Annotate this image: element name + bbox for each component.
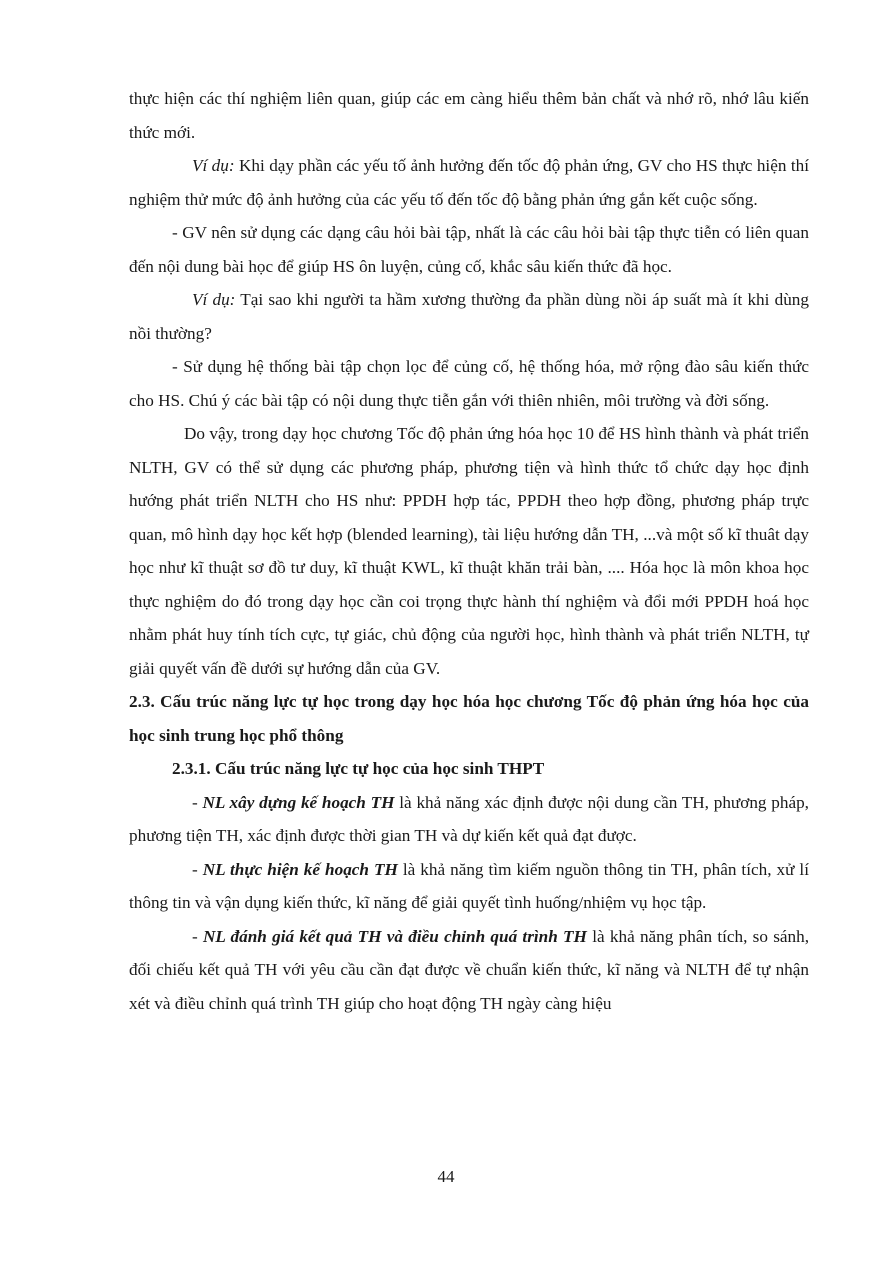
- paragraph-example-1: [129, 149, 809, 216]
- paragraph-nl-evaluate: [129, 920, 809, 1021]
- bullet-dash: -: [192, 792, 203, 812]
- example-text: Tại sao khi người ta hầm xương thường đa phần dùng nồi áp suất mà ít khi dùng nồi thường?: [129, 290, 809, 343]
- paragraph-conclusion: Do vậy, trong dạy học chương Tốc độ phản ứng hóa học 10 để HS hình thành và phát triển NLTH, GV có thể sử dụng các phương pháp, phương tiện và hình thức tổ chức dạy học định hướng phát triển NLTH cho HS như: PPDH hợp tác, PPDH theo hợp đồng, phương pháp trực quan, mô hình dạy học kết hợp (blended learning), tài liệu hướng dẫn TH, ...và một số kĩ thuât dạy học như kĩ thuật sơ đồ tư duy, kĩ thuật KWL, kĩ thuật khăn trải bàn, .... Hóa học là môn khoa học thực nghiệm do đó trong dạy học cần coi trọng thực hành thí nghiệm và đổi mới PPDH hoá học nhằm phát huy tính tích cực, tự giác, chủ động của người học, hình thành và phát triển NLTH, tự giải quyết vấn đề dưới sự hướng dẫn của GV.: [129, 424, 809, 678]
- bullet-dash: -: [192, 926, 203, 946]
- term-nl-execute: NL thực hiện kế hoạch TH: [202, 859, 398, 879]
- definition-text: là khả năng tìm kiếm nguồn thông tin TH, phân tích, xử lí thông tin và vận dụng kiến thức, kĩ năng để giải quyết tình huống/nhiệm vụ học tập.: [129, 859, 809, 912]
- paragraph-example-2: [129, 283, 809, 350]
- paragraph-1: thực hiện các thí nghiệm liên quan, giúp các em càng hiểu thêm bản chất và nhớ rõ, nhớ lâu kiến thức mới.: [129, 89, 809, 142]
- example-label: Ví dụ:: [192, 290, 236, 309]
- example-label: Ví dụ:: [192, 156, 235, 175]
- term-nl-evaluate: NL đánh giá kết quả TH và điều chỉnh quá trình TH: [203, 926, 587, 946]
- section-heading-2-3: 2.3. Cấu trúc năng lực tự học trong dạy học hóa học chương Tốc độ phản ứng hóa học của học sinh trung học phổ thông: [129, 692, 809, 745]
- definition-text: là khả năng xác định được nội dung cần TH, phương pháp, phương tiện TH, xác định được thời gian TH và dự kiến kết quả đạt được.: [129, 792, 809, 845]
- paragraph-nl-execute: [129, 853, 809, 920]
- term-nl-plan: NL xây dựng kế hoạch TH: [202, 792, 395, 812]
- page-number: 44: [437, 1167, 455, 1186]
- paragraph-nl-plan: [129, 786, 809, 853]
- definition-text: là khả năng phân tích, so sánh, đối chiếu kết quả TH với yêu cầu cần đạt được về chuẩn kiến thức, kĩ năng và NLTH để tự nhận xét và điều chỉnh quá trình TH giúp cho hoạt động TH ngày càng hiệu: [129, 926, 810, 1013]
- document-page: [129, 82, 809, 1020]
- paragraph-bullet-questions: - GV nên sử dụng các dạng câu hỏi bài tập, nhất là các câu hỏi bài tập thực tiễn có liên quan đến nội dung bài học để giúp HS ôn luyện, củng cố, khắc sâu kiến thức đã học.: [129, 223, 809, 276]
- bullet-dash: -: [192, 859, 203, 879]
- paragraph-bullet-exercises: - Sử dụng hệ thống bài tập chọn lọc để củng cố, hệ thống hóa, mở rộng đào sâu kiến thức cho HS. Chú ý các bài tập có nội dung thực tiễn gắn với thiên nhiên, môi trường và đời sống.: [129, 357, 809, 410]
- section-heading-2-3-1: 2.3.1. Cấu trúc năng lực tự học của học sinh THPT: [172, 759, 545, 778]
- example-text: Khi dạy phần các yếu tố ảnh hưởng đến tốc độ phản ứng, GV cho HS thực hiện thí nghiệm thử mức độ ảnh hưởng của các yếu tố đến tốc độ bằng phản ứng gắn kết cuộc sống.: [129, 156, 809, 209]
